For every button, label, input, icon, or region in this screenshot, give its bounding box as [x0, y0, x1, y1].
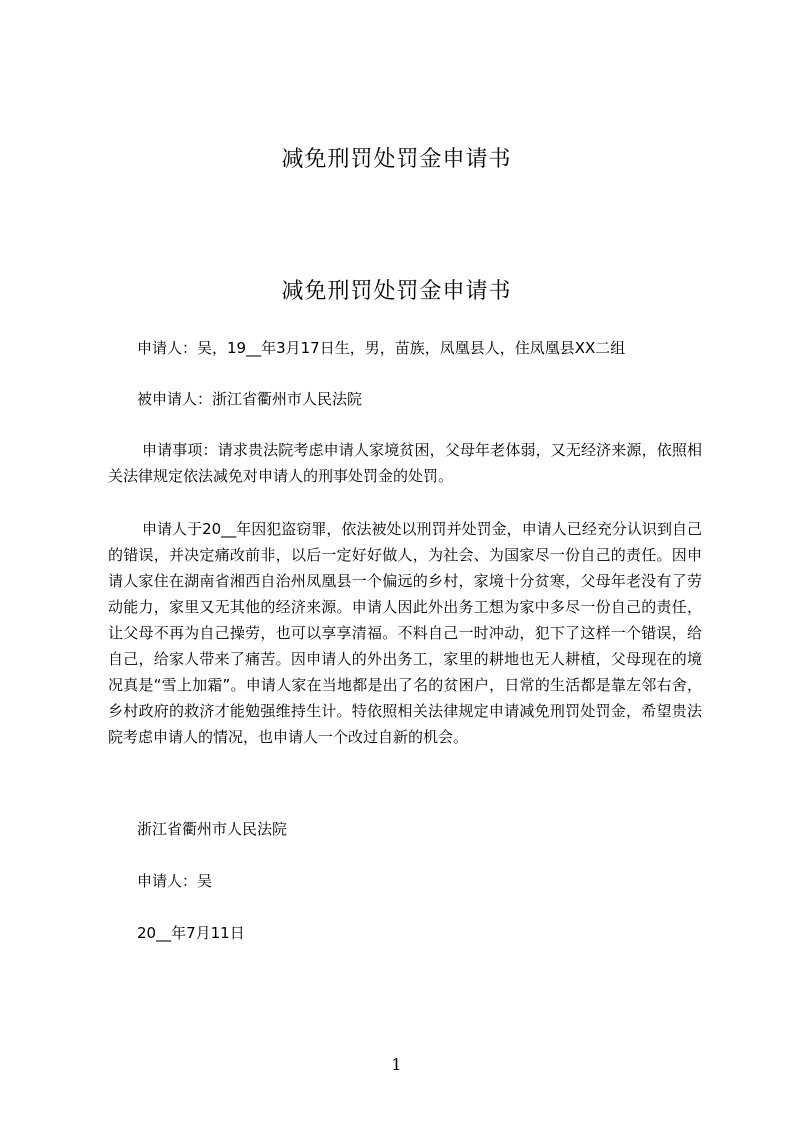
header-title: 减免刑罚处罚金申请书 — [281, 147, 512, 172]
body-paragraph: 申请人于20__年因犯盗窃罪，依法被处以刑罚并处罚金，申请人已经充分认识到自己的错误，并决定痛改前非，以后一定好好做人，为社会、为国家尽一份自己的责任。因申请人家住在湖南省湘西自治州凤凰县一个偏远的乡村，家境十分贫寒，父母年老没有了劳动能力，家里又无其他的经济来源。申请人因此外出务工想为家中多尽一份自己的责任，让父母不再为自己操劳，也可以享享清福。不料自己一时冲动，犯下了这样一个错误，给自己，给家人带来了痛苦。因申请人的外出务工，家里的耕地也无人耕植，父母现在的境况真是“雪上加霜”。申请人家在当地都是出了名的贫困户，日常的生活都是靠左邻右舍，乡村政府的救济才能勉强维持生计。特依照相关法律规定申请减免刑罚处罚金，希望贵法院考虑申请人的情况，也申请人一个改过自新的机会。 — [108, 520, 702, 746]
date-line: 20__年7月11日 — [137, 924, 245, 942]
addressee-line: 浙江省衢州市人民法院 — [137, 820, 288, 838]
page-number: 1 — [391, 1055, 402, 1074]
applicant-line: 申请人：吴，19__年3月17日生，男，苗族，凤凰县人，住凤凰县XX二组 — [137, 339, 626, 357]
signature-line: 申请人：吴 — [137, 872, 213, 890]
request-paragraph: 申请事项：请求贵法院考虑申请人家境贫困，父母年老体弱，又无经济来源，依照相关法律规定依法减免对申请人的刑事处罚金的处罚。 — [108, 441, 702, 485]
respondent-line: 被申请人：浙江省衢州市人民法院 — [137, 390, 363, 408]
document-title: 减免刑罚处罚金申请书 — [281, 279, 512, 304]
